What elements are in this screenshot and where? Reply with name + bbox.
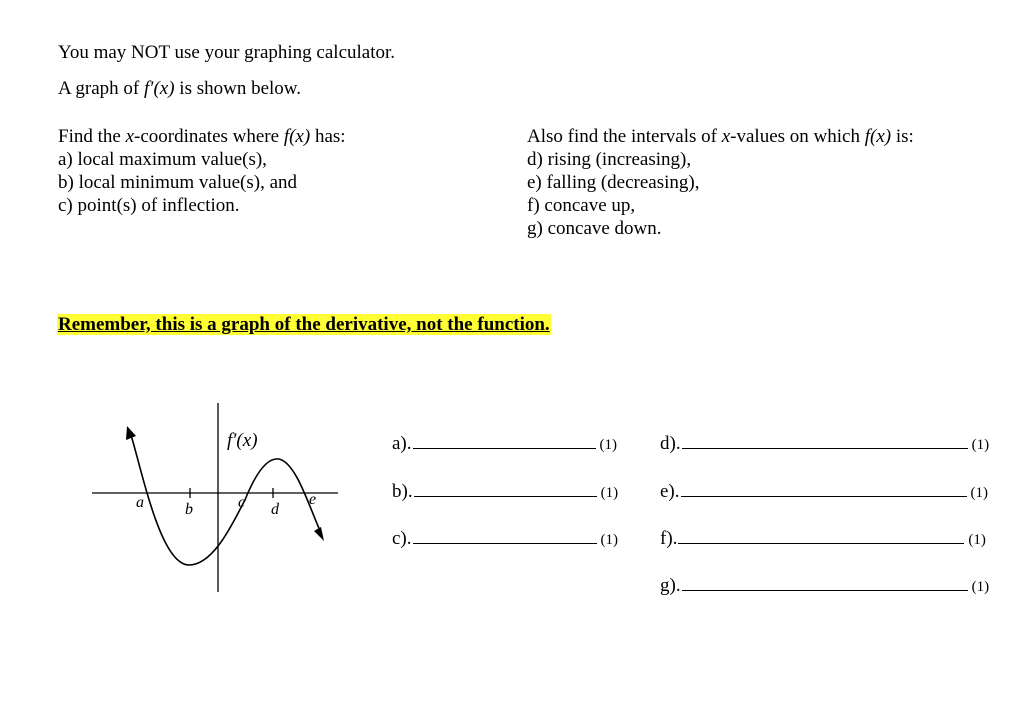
answer-a-field[interactable] [413,448,596,449]
point-label-c: c [238,494,246,511]
instruction-no-calculator: You may NOT use your graphing calculator. [58,42,396,63]
question-d: d) rising (increasing), [527,149,692,170]
graph-function-label: f′(x) [227,430,258,451]
answer-a: a). (1) [392,433,618,454]
answer-g: g). (1) [660,575,990,596]
answer-f-field[interactable] [678,543,964,544]
instruction-graph-shown: A graph of f′(x) is shown below. [58,78,302,99]
answer-e: e). (1) [660,481,989,502]
answer-g-field[interactable] [682,590,968,591]
question-b: b) local minimum value(s), and [58,172,298,193]
point-label-d: d [271,501,279,518]
point-label-b: b [185,501,193,518]
right-intro: Also find the intervals of x-values on which f(x) is: [527,126,914,147]
question-g: g) concave down. [527,218,662,239]
right-questions [527,125,914,240]
point-label-a: a [136,494,144,511]
curve-arrow-right [314,527,324,541]
point-label-e: e [309,491,317,508]
curve-arrow-left [126,426,136,440]
derivative-graph [85,395,350,600]
answer-e-field[interactable] [681,496,967,497]
derivative-curve [131,435,322,565]
answer-f: f). (1) [660,528,986,549]
question-f: f) concave up, [527,195,636,216]
reminder-note: Remember, this is a graph of the derivative, not the function. [58,314,550,335]
left-questions [58,125,346,217]
answer-c: c). (1) [392,528,619,549]
question-c: c) point(s) of inflection. [58,195,240,216]
answer-b: b). (1) [392,481,619,502]
left-intro: Find the x-coordinates where f(x) has: [58,126,346,147]
answer-b-field[interactable] [414,496,597,497]
question-a: a) local maximum value(s), [58,149,267,170]
answer-d: d). (1) [660,433,990,454]
answer-c-field[interactable] [413,543,597,544]
answer-d-field[interactable] [682,448,968,449]
question-e: e) falling (decreasing), [527,172,700,193]
